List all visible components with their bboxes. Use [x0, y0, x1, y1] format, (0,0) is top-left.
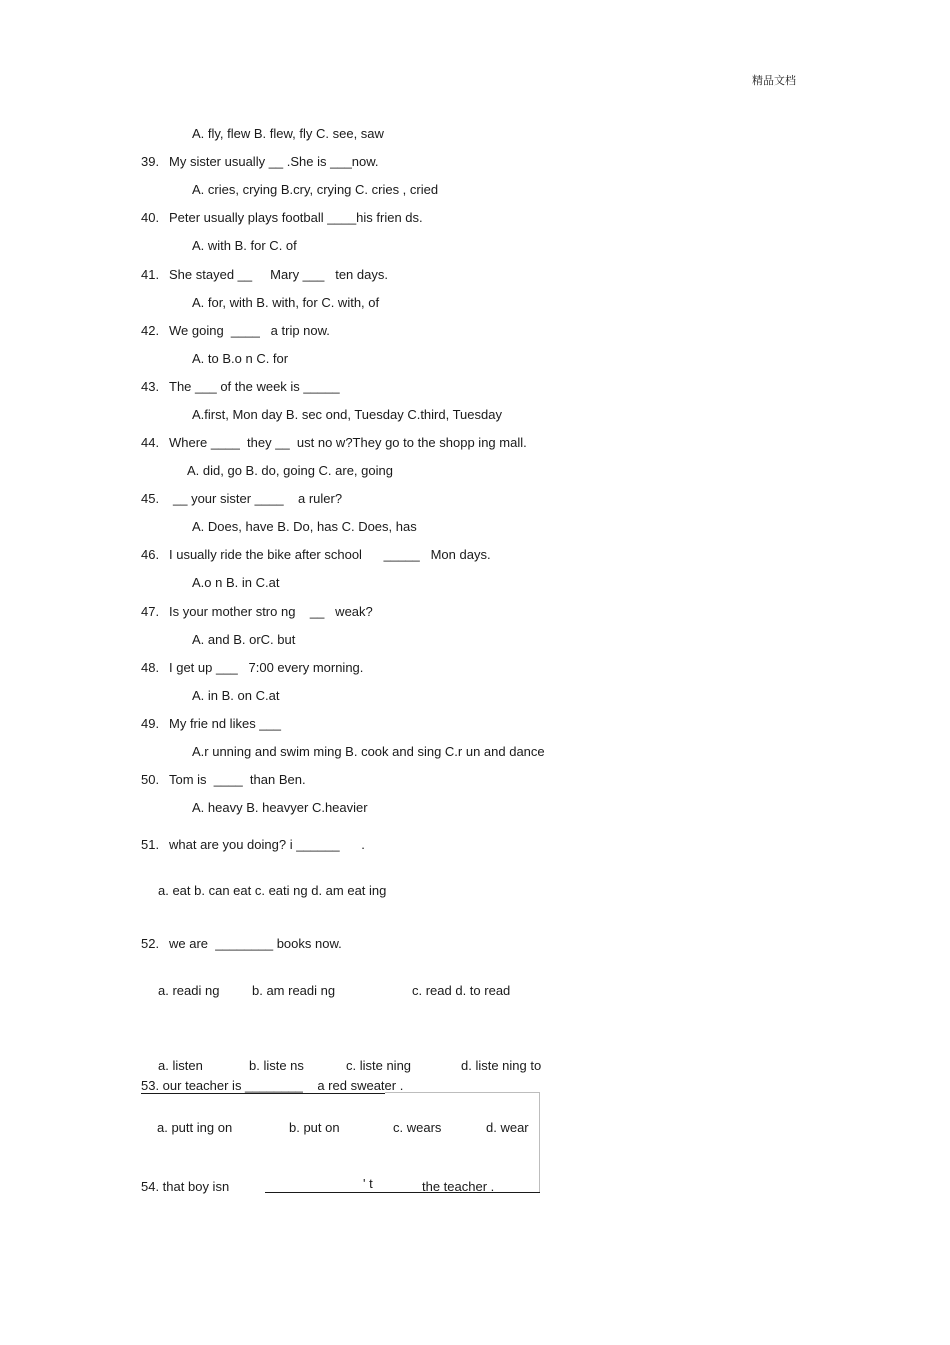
question-40-text: Peter usually plays football ____his frien ds.	[169, 210, 423, 225]
question-38-options: A. fly, flew B. flew, fly C. see, saw	[192, 126, 384, 141]
question-39-options: A. cries, crying B.cry, crying C. cries , cried	[192, 182, 439, 197]
page-header: 精品文档	[752, 75, 796, 87]
question-47-text: Is your mother stro ng __ weak?	[169, 604, 373, 619]
question-51-options: a. eat b. can eat c. eati ng d. am eat ing	[158, 883, 387, 898]
extra-option-a: a. listen	[158, 1058, 203, 1073]
question-40-options: A. with B. for C. of	[192, 238, 297, 253]
question-53-option-a: a. putt ing on	[157, 1120, 233, 1135]
question-47-options: A. and B. orC. but	[192, 632, 296, 647]
question-54-text: 54. that boy isn	[141, 1179, 230, 1194]
question-43-options: A.first, Mon day B. sec ond, Tuesday C.third, Tuesday	[192, 407, 502, 422]
question-54-rest: the teacher .	[422, 1179, 495, 1194]
question-46-text: I usually ride the bike after school _____ Mon days.	[169, 547, 491, 562]
question-49-text: My frie nd likes ___	[169, 716, 281, 731]
question-49-number: 49.	[141, 716, 160, 731]
box-top-border	[385, 1092, 540, 1093]
question-44-options: A. did, go B. do, going C. are, going	[187, 463, 393, 478]
question-45-number: 45.	[141, 491, 160, 506]
question-50-text: Tom is ____ than Ben.	[169, 772, 306, 787]
question-44-text: Where ____ they __ ust no w?They go to the shopp ing mall.	[169, 435, 527, 450]
question-45-text: __ your sister ____ a ruler?	[173, 491, 343, 506]
question-41-text: She stayed __ Mary ___ ten days.	[169, 267, 388, 282]
question-52-text: we are ________ books now.	[169, 936, 342, 951]
box-right-border	[539, 1092, 540, 1192]
question-39-number: 39.	[141, 154, 160, 169]
question-53-option-d: d. wear	[486, 1120, 529, 1135]
question-53-option-b: b. put on	[289, 1120, 340, 1135]
question-48-text: I get up ___ 7:00 every morning.	[169, 660, 364, 675]
question-46-options: A.o n B. in C.at	[192, 575, 280, 590]
question-46-number: 46.	[141, 547, 160, 562]
question-50-number: 50.	[141, 772, 160, 787]
question-42-number: 42.	[141, 323, 160, 338]
question-40-number: 40.	[141, 210, 160, 225]
question-48-options: A. in B. on C.at	[192, 688, 280, 703]
question-53-option-c: c. wears	[393, 1120, 442, 1135]
question-43-number: 43.	[141, 379, 160, 394]
question-54-apostrophe: ' t	[363, 1176, 373, 1191]
extra-option-c: c. liste ning	[346, 1058, 412, 1073]
question-54-underline	[265, 1192, 540, 1193]
question-53-text: 53. our teacher is ________ a red sweater .	[141, 1078, 404, 1093]
extra-option-b: b. liste ns	[249, 1058, 304, 1073]
question-52-option-a: a. readi ng	[158, 983, 220, 998]
question-51-text: what are you doing? i ______ .	[169, 837, 365, 852]
question-39-text: My sister usually __ .She is ___now.	[169, 154, 379, 169]
question-52-number: 52.	[141, 936, 160, 951]
question-48-number: 48.	[141, 660, 160, 675]
question-45-options: A. Does, have B. Do, has C. Does, has	[192, 519, 417, 534]
question-49-options: A.r unning and swim ming B. cook and sing C.r un and dance	[192, 744, 545, 759]
question-50-options: A. heavy B. heavyer C.heavier	[192, 800, 368, 815]
question-51-number: 51.	[141, 837, 160, 852]
question-47-number: 47.	[141, 604, 160, 619]
question-41-number: 41.	[141, 267, 160, 282]
question-53-underline	[141, 1093, 385, 1094]
question-52-option-cd: c. read d. to read	[412, 983, 511, 998]
question-43-text: The ___ of the week is _____	[169, 379, 340, 394]
extra-option-d: d. liste ning to	[461, 1058, 542, 1073]
question-41-options: A. for, with B. with, for C. with, of	[192, 295, 380, 310]
question-42-options: A. to B.o n C. for	[192, 351, 289, 366]
question-44-number: 44.	[141, 435, 160, 450]
question-52-option-b: b. am readi ng	[252, 983, 336, 998]
question-42-text: We going ____ a trip now.	[169, 323, 330, 338]
